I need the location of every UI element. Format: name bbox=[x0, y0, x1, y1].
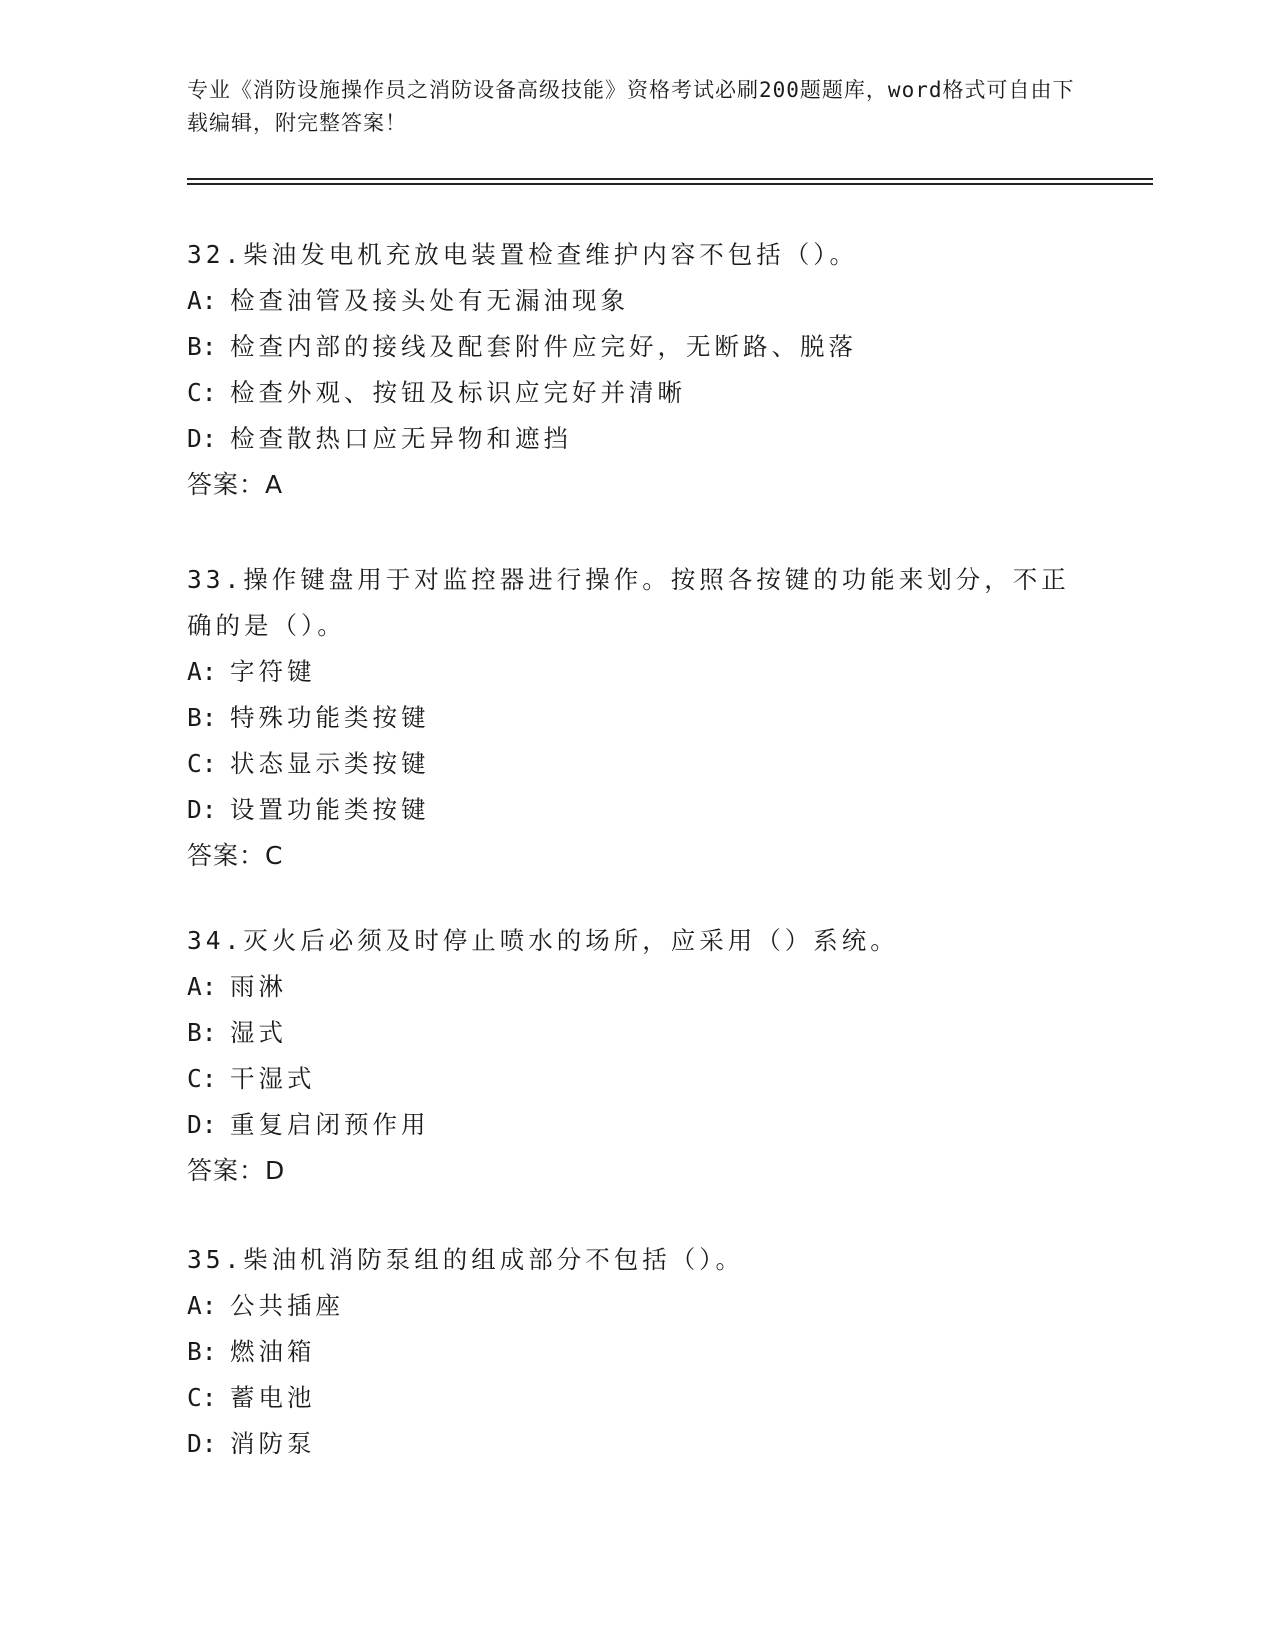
option-letter: B: bbox=[187, 703, 217, 732]
option-c bbox=[187, 741, 1087, 787]
option-b bbox=[187, 1329, 1087, 1375]
option-text: 检查外观、按钮及标识应完好并清晰 bbox=[230, 378, 686, 407]
question-stem: 33.操作键盘用于对监控器进行操作。按照各按键的功能来划分，不正确的是（）。 bbox=[187, 565, 1070, 640]
option-letter: B: bbox=[187, 332, 217, 361]
document-header: 专业《消防设施操作员之消防设备高级技能》资格考试必刷200题题库，word格式可自由下载编辑，附完整答案！ bbox=[187, 78, 1075, 135]
option-c bbox=[187, 1056, 1087, 1102]
option-d bbox=[187, 1421, 1087, 1467]
option-letter: B: bbox=[187, 1337, 217, 1366]
answer-label: 答案：C bbox=[187, 841, 284, 870]
option-text: 特殊功能类按键 bbox=[230, 703, 430, 732]
option-letter: C: bbox=[187, 749, 217, 778]
question-stem: 32.柴油发电机充放电装置检查维护内容不包括（）。 bbox=[187, 240, 858, 269]
option-letter: C: bbox=[187, 1383, 217, 1412]
option-letter: C: bbox=[187, 1064, 217, 1093]
option-a bbox=[187, 1283, 1087, 1329]
option-text: 干湿式 bbox=[230, 1064, 316, 1093]
header-divider-top bbox=[187, 178, 1153, 180]
option-text: 雨淋 bbox=[230, 972, 287, 1001]
option-letter: A: bbox=[187, 972, 217, 1001]
question-33 bbox=[187, 557, 1087, 879]
question-34 bbox=[187, 918, 1087, 1194]
option-c bbox=[187, 370, 1087, 416]
option-text: 检查内部的接线及配套附件应完好，无断路、脱落 bbox=[230, 332, 857, 361]
question-stem: 34.灭火后必须及时停止喷水的场所，应采用（）系统。 bbox=[187, 926, 899, 955]
question-32 bbox=[187, 232, 1087, 508]
option-a bbox=[187, 649, 1087, 695]
header-divider-bottom bbox=[187, 183, 1153, 185]
option-text: 消防泵 bbox=[230, 1429, 316, 1458]
option-d bbox=[187, 1102, 1087, 1148]
option-text: 状态显示类按键 bbox=[230, 749, 430, 778]
option-text: 设置功能类按键 bbox=[230, 795, 430, 824]
option-letter: A: bbox=[187, 286, 217, 315]
option-b bbox=[187, 324, 1087, 370]
option-letter: C: bbox=[187, 378, 217, 407]
option-text: 公共插座 bbox=[230, 1291, 344, 1320]
option-text: 字符键 bbox=[230, 657, 316, 686]
option-b bbox=[187, 1010, 1087, 1056]
option-text: 重复启闭预作用 bbox=[230, 1110, 430, 1139]
option-text: 蓄电池 bbox=[230, 1383, 316, 1412]
option-a bbox=[187, 964, 1087, 1010]
option-text: 检查油管及接头处有无漏油现象 bbox=[230, 286, 629, 315]
option-letter: A: bbox=[187, 1291, 217, 1320]
option-a bbox=[187, 278, 1087, 324]
option-letter: D: bbox=[187, 1429, 217, 1458]
option-text: 检查散热口应无异物和遮挡 bbox=[230, 424, 572, 453]
option-c bbox=[187, 1375, 1087, 1421]
question-35 bbox=[187, 1237, 1087, 1467]
option-letter: D: bbox=[187, 1110, 217, 1139]
answer-label: 答案：A bbox=[187, 470, 284, 499]
option-d bbox=[187, 787, 1087, 833]
question-stem: 35.柴油机消防泵组的组成部分不包括（）。 bbox=[187, 1245, 744, 1274]
option-text: 燃油箱 bbox=[230, 1337, 316, 1366]
option-letter: B: bbox=[187, 1018, 217, 1047]
option-d bbox=[187, 416, 1087, 462]
option-b bbox=[187, 695, 1087, 741]
answer-label: 答案：D bbox=[187, 1156, 286, 1185]
option-letter: D: bbox=[187, 424, 217, 453]
option-letter: D: bbox=[187, 795, 217, 824]
option-text: 湿式 bbox=[230, 1018, 287, 1047]
option-letter: A: bbox=[187, 657, 217, 686]
